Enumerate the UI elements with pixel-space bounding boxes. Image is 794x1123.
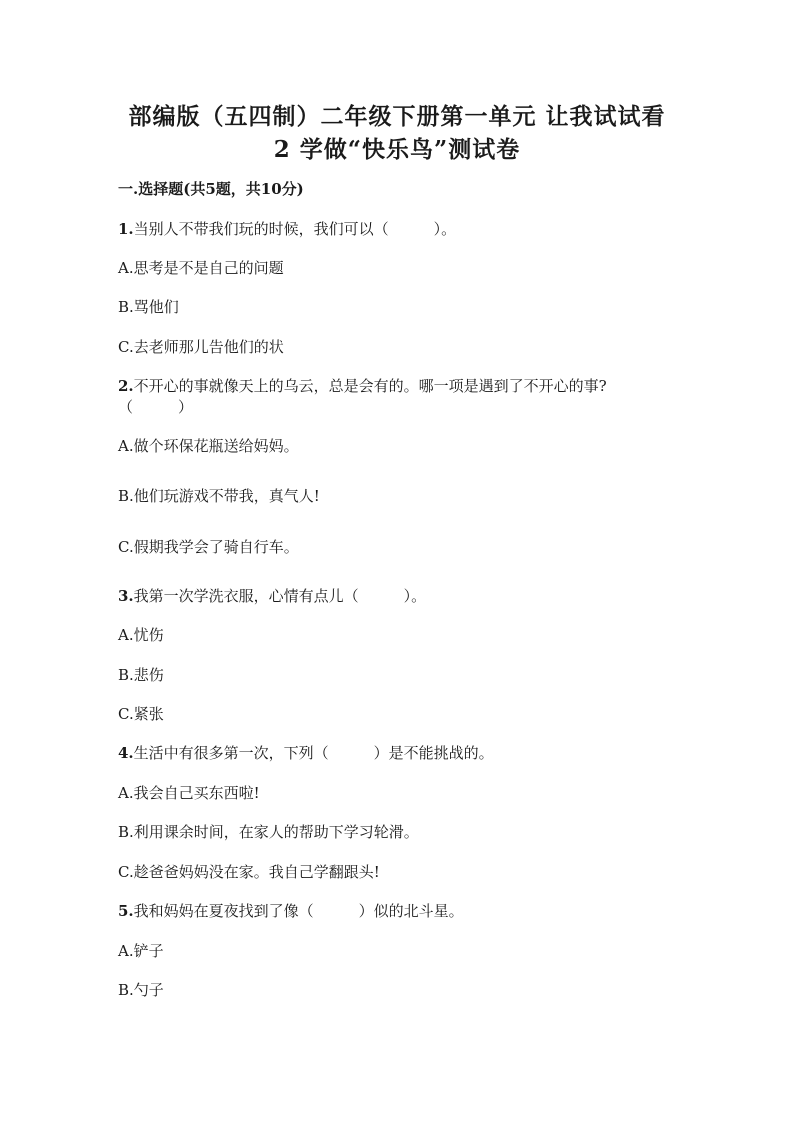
question-text: 不开心的事就像天上的乌云，总是会有的。哪一项是遇到了不开心的事? [133,377,607,395]
question-text: 我和妈妈在夏夜找到了像（ ）似的北斗星。 [133,902,464,920]
question-3-stem [118,585,426,606]
question-4-option-a: A.我会自己买东西啦! [118,784,260,802]
question-1-stem [118,218,456,239]
question-3-option-a: A.忧伤 [118,626,164,644]
question-4-stem [118,742,494,763]
question-number: 3. [118,587,134,605]
question-text: 当别人不带我们玩的时候，我们可以（ ）。 [133,220,457,238]
question-3-option-b: B.悲伤 [118,666,164,684]
question-5-option-b: B.勺子 [118,981,164,999]
question-3-option-c: C.紧张 [118,705,164,723]
section-heading: 一.选择题(共5题，共10分) [118,180,304,198]
question-4-option-c: C.趁爸爸妈妈没在家。我自己学翻跟头! [118,863,380,881]
question-2-stem [118,375,607,396]
question-number: 4. [118,744,134,762]
page-title-line2: 2 学做“快乐鸟”测试卷 [273,136,521,163]
question-text: 生活中有很多第一次，下列（ ）是不能挑战的。 [133,744,494,762]
question-number: 5. [118,902,134,920]
question-1-option-b: B.骂他们 [118,298,179,316]
question-2-option-a: A.做个环保花瓶送给妈妈。 [118,437,299,455]
question-4-option-b: B.利用课余时间，在家人的帮助下学习轮滑。 [118,823,419,841]
question-2-option-b: B.他们玩游戏不带我，真气人! [118,487,320,505]
question-2-option-c: C.假期我学会了骑自行车。 [118,538,299,556]
question-5-stem [118,900,464,921]
question-5-option-a: A.铲子 [118,942,164,960]
question-2-stem-continued: （ ） [118,398,194,416]
question-number: 2. [118,377,134,395]
question-1-option-c: C.去老师那儿告他们的状 [118,338,284,356]
question-text: 我第一次学洗衣服，心情有点儿（ ）。 [133,587,427,605]
question-1-option-a: A.思考是不是自己的问题 [118,259,284,277]
question-number: 1. [118,220,134,238]
page-title-line1: 部编版（五四制）二年级下册第一单元 让我试试看 [128,103,666,130]
